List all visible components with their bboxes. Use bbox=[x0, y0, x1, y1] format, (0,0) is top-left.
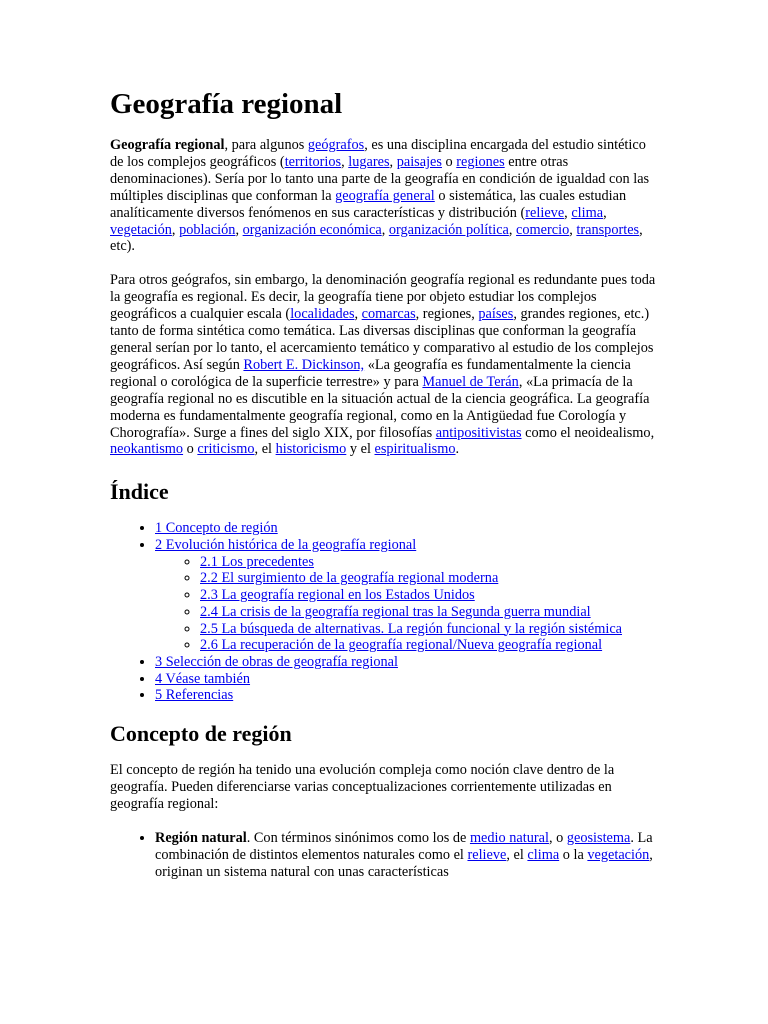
text: o bbox=[441, 153, 457, 170]
text: y el bbox=[346, 441, 375, 458]
toc-link[interactable]: 2.6 La recuperación de la geografía regional/Nueva geografía regional bbox=[200, 637, 603, 654]
text: o la bbox=[559, 846, 588, 863]
section-heading-concepto: Concepto de región bbox=[110, 721, 292, 747]
text: , o bbox=[548, 829, 567, 846]
text: «La geografía es fundamentalmente la ciencia regional o corológica de la superficie terrestre» y para bbox=[110, 356, 631, 390]
toc-link[interactable]: 3 Selección de obras de geografía regional bbox=[155, 653, 398, 670]
link-relieve-2[interactable]: relieve bbox=[467, 846, 507, 863]
link-historicismo[interactable]: historicismo bbox=[275, 441, 347, 458]
text: , bbox=[341, 153, 349, 170]
link-criticismo[interactable]: criticismo bbox=[197, 441, 255, 458]
link-vegetacion-2[interactable]: vegetación bbox=[587, 846, 650, 863]
link-neokantismo[interactable]: neokantismo bbox=[110, 441, 184, 458]
link-transportes[interactable]: transportes bbox=[576, 221, 640, 238]
link-paisajes[interactable]: paisajes bbox=[396, 153, 442, 170]
text: , bbox=[381, 221, 389, 238]
toc-item bbox=[155, 537, 660, 654]
index-heading: Índice bbox=[110, 479, 169, 505]
text: Para otros geógrafos, sin embargo, la denominación geografía regional es redundante pues toda la geografía es regional. Es decir, la geografía tiene por objeto estudiar los complejos geográficos a cualquier escala ( bbox=[110, 272, 656, 323]
text: , para algunos bbox=[224, 137, 308, 153]
link-poblacion[interactable]: población bbox=[179, 221, 236, 238]
text: . Con términos sinónimos como los de bbox=[246, 829, 470, 846]
toc-link[interactable]: 2.2 El surgimiento de la geografía regional moderna bbox=[200, 570, 499, 587]
text: , bbox=[569, 221, 577, 238]
text: . bbox=[455, 441, 460, 458]
toc-subitem bbox=[200, 570, 660, 587]
intro-paragraph bbox=[110, 137, 660, 255]
toc-item bbox=[155, 520, 660, 537]
link-medio-natural[interactable]: medio natural bbox=[469, 829, 549, 846]
list-item bbox=[155, 830, 660, 881]
link-comercio[interactable]: comercio bbox=[516, 221, 570, 238]
link-paises[interactable]: países bbox=[478, 306, 514, 323]
toc-item bbox=[155, 671, 660, 688]
link-vegetacion[interactable]: vegetación bbox=[110, 221, 172, 238]
text: , bbox=[171, 221, 180, 238]
term-region-natural: Región natural bbox=[155, 829, 247, 846]
link-organizacion-politica[interactable]: organización política bbox=[388, 221, 509, 238]
toc-link[interactable]: 2.5 La búsqueda de alternativas. La región funcional y la región sistémica bbox=[200, 620, 623, 637]
link-geografos[interactable]: geógrafos bbox=[307, 137, 365, 153]
toc-link[interactable]: 2.3 La geografía regional en los Estados Unidos bbox=[200, 587, 475, 604]
text: . La combinación de distintos elementos naturales como el bbox=[155, 829, 653, 863]
text: , bbox=[603, 204, 607, 221]
link-regiones[interactable]: regiones bbox=[456, 153, 505, 170]
table-of-contents bbox=[110, 520, 660, 704]
concept-paragraph: El concepto de región ha tenido una evolución compleja como noción clave dentro de la geografía. Pueden diferenciarse varias conceptualizaciones corrientemente utilizadas en geografía regional: bbox=[110, 762, 615, 812]
text: o sistemática, las cuales estudian analíticamente diversos fenómenos en sus características y distribución ( bbox=[110, 187, 627, 221]
second-paragraph bbox=[110, 272, 660, 458]
text: , bbox=[508, 221, 517, 238]
text: , el bbox=[506, 846, 528, 863]
link-dickinson[interactable]: Robert E. Dickinson, bbox=[243, 356, 365, 373]
intro-bold-term: Geografía regional bbox=[110, 137, 225, 153]
toc-link[interactable]: 2.1 Los precedentes bbox=[200, 553, 314, 570]
toc-item bbox=[155, 687, 660, 704]
toc-sublist bbox=[155, 554, 660, 654]
toc-item bbox=[155, 654, 660, 671]
text: , «La primacía de la geografía regional no es discutible en la situación actual de la ciencia geográfica. La geografía moderna es fundamentalmente geografía regional, como en la Antigüedad fue Corología y Chorografía». Surge a fines del siglo XIX, por filosofías bbox=[110, 373, 650, 441]
toc-subitem bbox=[200, 621, 660, 638]
text: , originan un sistema natural con unas características bbox=[155, 846, 653, 880]
link-antipositivistas[interactable]: antipositivistas bbox=[435, 424, 522, 441]
text: , bbox=[235, 221, 243, 238]
text: como el neoidealismo, bbox=[521, 424, 655, 441]
text: , regiones, bbox=[415, 306, 479, 323]
text: , el bbox=[254, 441, 276, 458]
link-relieve[interactable]: relieve bbox=[525, 204, 565, 221]
toc-link[interactable]: 2.4 La crisis de la geografía regional tras la Segunda guerra mundial bbox=[200, 603, 591, 620]
toc-subitem bbox=[200, 637, 660, 654]
link-territorios[interactable]: territorios bbox=[284, 153, 342, 170]
link-manuel-de-teran[interactable]: Manuel de Terán bbox=[422, 373, 519, 390]
text: , bbox=[354, 306, 362, 323]
link-clima-2[interactable]: clima bbox=[527, 846, 560, 863]
link-geosistema[interactable]: geosistema bbox=[566, 829, 631, 846]
toc-link[interactable]: 5 Referencias bbox=[155, 687, 234, 704]
concept-list bbox=[110, 830, 660, 881]
text: o bbox=[183, 441, 198, 458]
article-content bbox=[110, 86, 660, 880]
link-comarcas[interactable]: comarcas bbox=[361, 306, 416, 323]
link-organizacion-economica[interactable]: organización económica bbox=[242, 221, 382, 238]
link-localidades[interactable]: localidades bbox=[290, 306, 355, 323]
toc-subitem bbox=[200, 604, 660, 621]
text: , bbox=[564, 204, 572, 221]
toc-subitem bbox=[200, 554, 660, 571]
text: , grandes regiones, etc.) tanto de forma sintética como temática. Las diversas disciplinas que conforman la geografía general serían por lo tanto, el acercamiento temático y comparativo al estudio de los complejos geográficos. Así según bbox=[110, 306, 654, 373]
text: , es una disciplina encargada del estudio sintético de los complejos geográficos ( bbox=[110, 137, 646, 170]
toc-link[interactable]: 2 Evolución histórica de la geografía regional bbox=[155, 537, 417, 554]
toc-link[interactable]: 1 Concepto de región bbox=[155, 520, 278, 537]
toc-subitem bbox=[200, 587, 660, 604]
toc-link[interactable]: 4 Véase también bbox=[155, 670, 251, 687]
link-clima[interactable]: clima bbox=[571, 204, 604, 221]
text: , etc). bbox=[110, 221, 643, 255]
text: , bbox=[389, 153, 397, 170]
page-title: Geografía regional bbox=[110, 88, 343, 120]
link-espiritualismo[interactable]: espiritualismo bbox=[374, 441, 456, 458]
link-geografia-general[interactable]: geografía general bbox=[335, 187, 435, 204]
link-lugares[interactable]: lugares bbox=[348, 153, 390, 170]
text: entre otras denominaciones). Sería por lo tanto una parte de la geografía en condición de igualdad con las múltiples disciplinas que conforman la bbox=[110, 153, 650, 204]
